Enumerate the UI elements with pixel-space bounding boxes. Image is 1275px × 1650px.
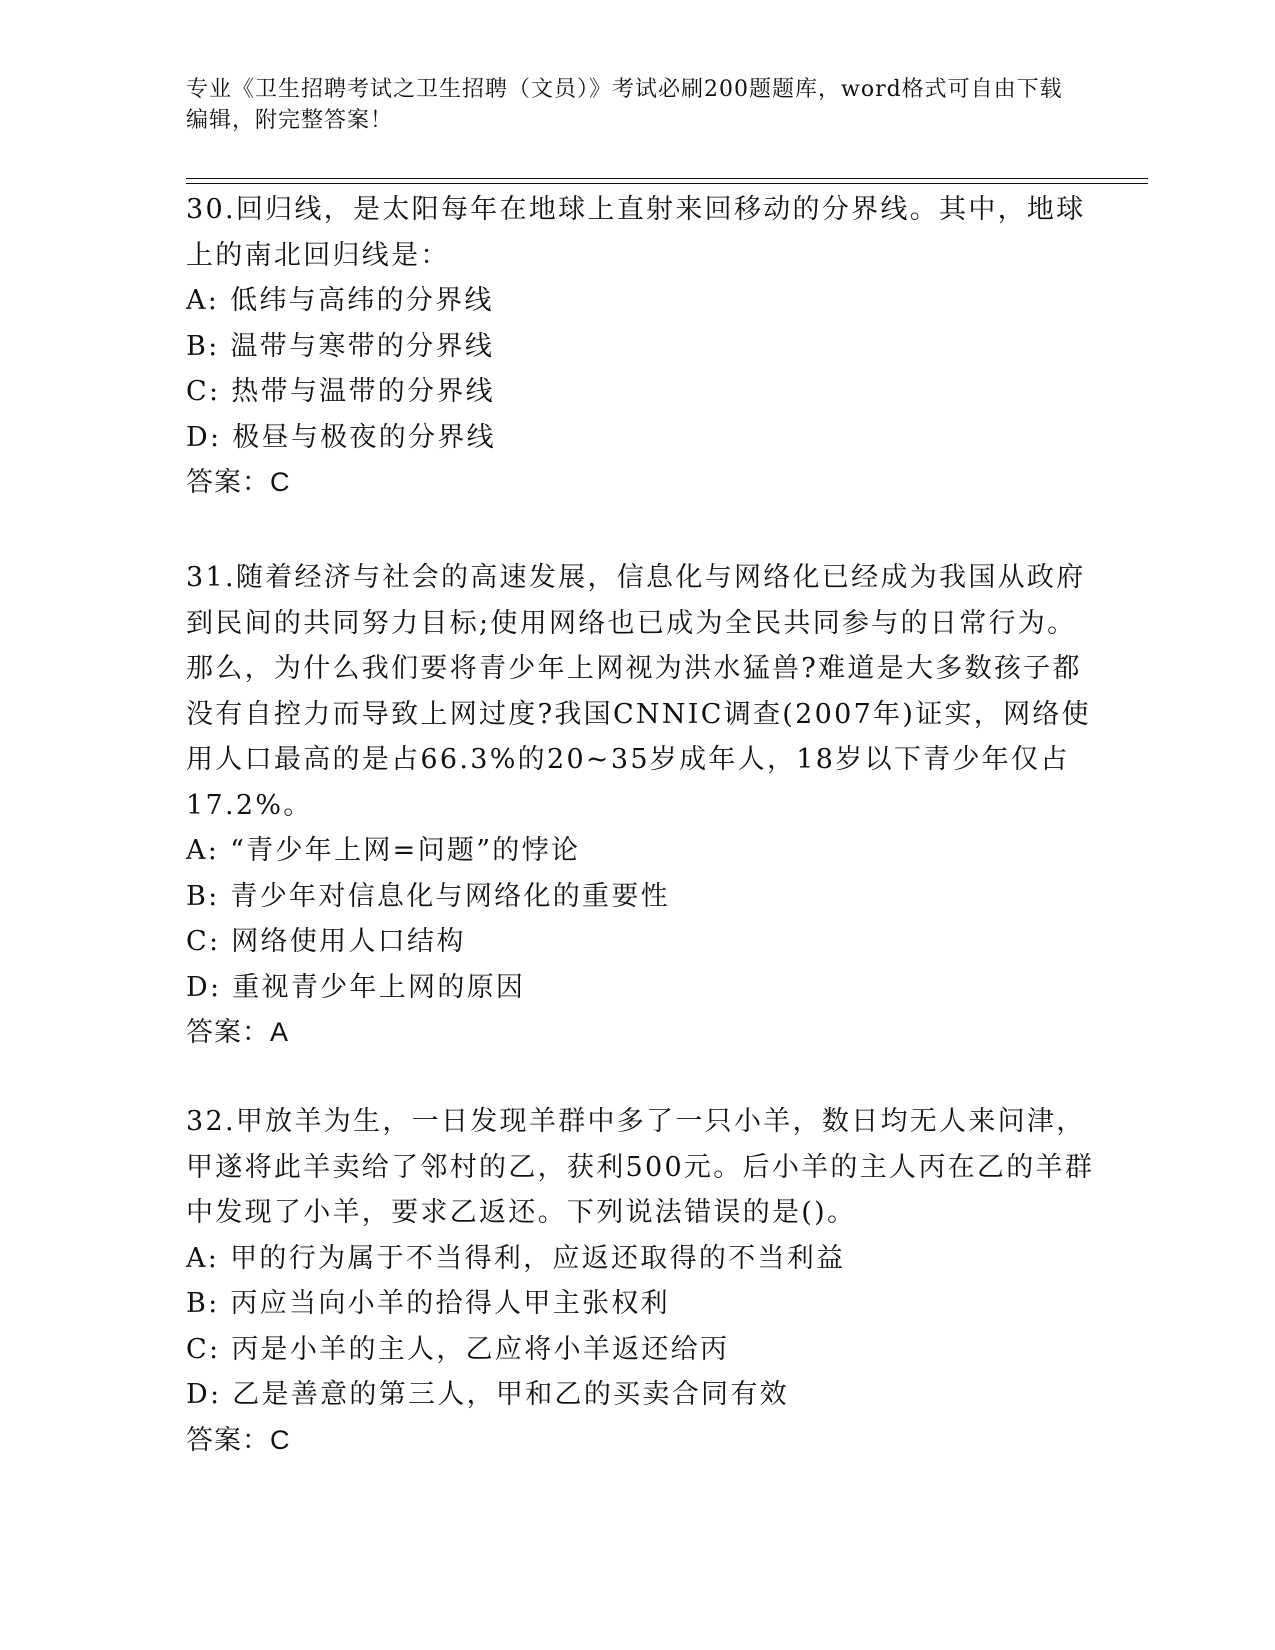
question-stem: 30.回归线，是太阳每年在地球上直射来回移动的分界线。其中，地球上的南北回归线是： — [186, 194, 1086, 271]
document-header: 专业《卫生招聘考试之卫生招聘（文员）》考试必刷200题题库，word格式可自由下载编辑，附完整答案！ — [186, 77, 1063, 133]
option-a: A: 低纬与高纬的分界线 — [186, 285, 494, 316]
option-d: D: 重视青少年上网的原因 — [186, 971, 526, 1003]
answer-line: 答案：C — [186, 467, 291, 497]
header-divider-line-secondary — [186, 183, 1148, 184]
question-32 — [186, 1099, 1096, 1463]
option-c: C: 网络使用人口结构 — [186, 926, 466, 957]
option-d: D: 乙是善意的第三人，甲和乙的买卖合同有效 — [186, 1379, 789, 1410]
header-divider-line — [186, 178, 1148, 179]
option-b: B: 温带与寒带的分界线 — [186, 330, 495, 362]
option-a: A: “青少年上网=问题”的悖论 — [186, 835, 581, 866]
answer-line: 答案：A — [186, 1017, 290, 1047]
option-d: D: 极昼与极夜的分界线 — [186, 421, 496, 453]
question-stem: 32.甲放羊为生，一日发现羊群中多了一只小羊，数日均无人来问津，甲遂将此羊卖给了邻村的乙，获利500元。后小羊的主人丙在乙的羊群中发现了小羊，要求乙返还。下列说法错误的是()。 — [186, 1106, 1095, 1228]
option-b: B: 青少年对信息化与网络化的重要性 — [186, 880, 670, 912]
option-b: B: 丙应当向小羊的拾得人甲主张权利 — [186, 1288, 670, 1319]
question-30 — [186, 187, 1096, 506]
option-a: A: 甲的行为属于不当得利，应返还取得的不当利益 — [186, 1242, 846, 1274]
answer-line: 答案：C — [186, 1424, 291, 1455]
question-stem: 31.随着经济与社会的高速发展，信息化与网络化已经成为我国从政府到民间的共同努力目标;使用网络也已成为全民共同参与的日常行为。那么，为什么我们要将青少年上网视为洪水猛兽?难道是大多数孩子都没有自控力而导致上网过度?我国CNNIC调查(2007年)证实，网络使用人口最高的是占66.3%的20~35岁成年人，18岁以下青少年仅占17.2%。 — [186, 562, 1091, 821]
option-c: C: 热带与温带的分界线 — [186, 376, 495, 407]
question-31 — [186, 555, 1096, 1056]
option-c: C: 丙是小羊的主人，乙应将小羊返还给丙 — [186, 1333, 730, 1365]
